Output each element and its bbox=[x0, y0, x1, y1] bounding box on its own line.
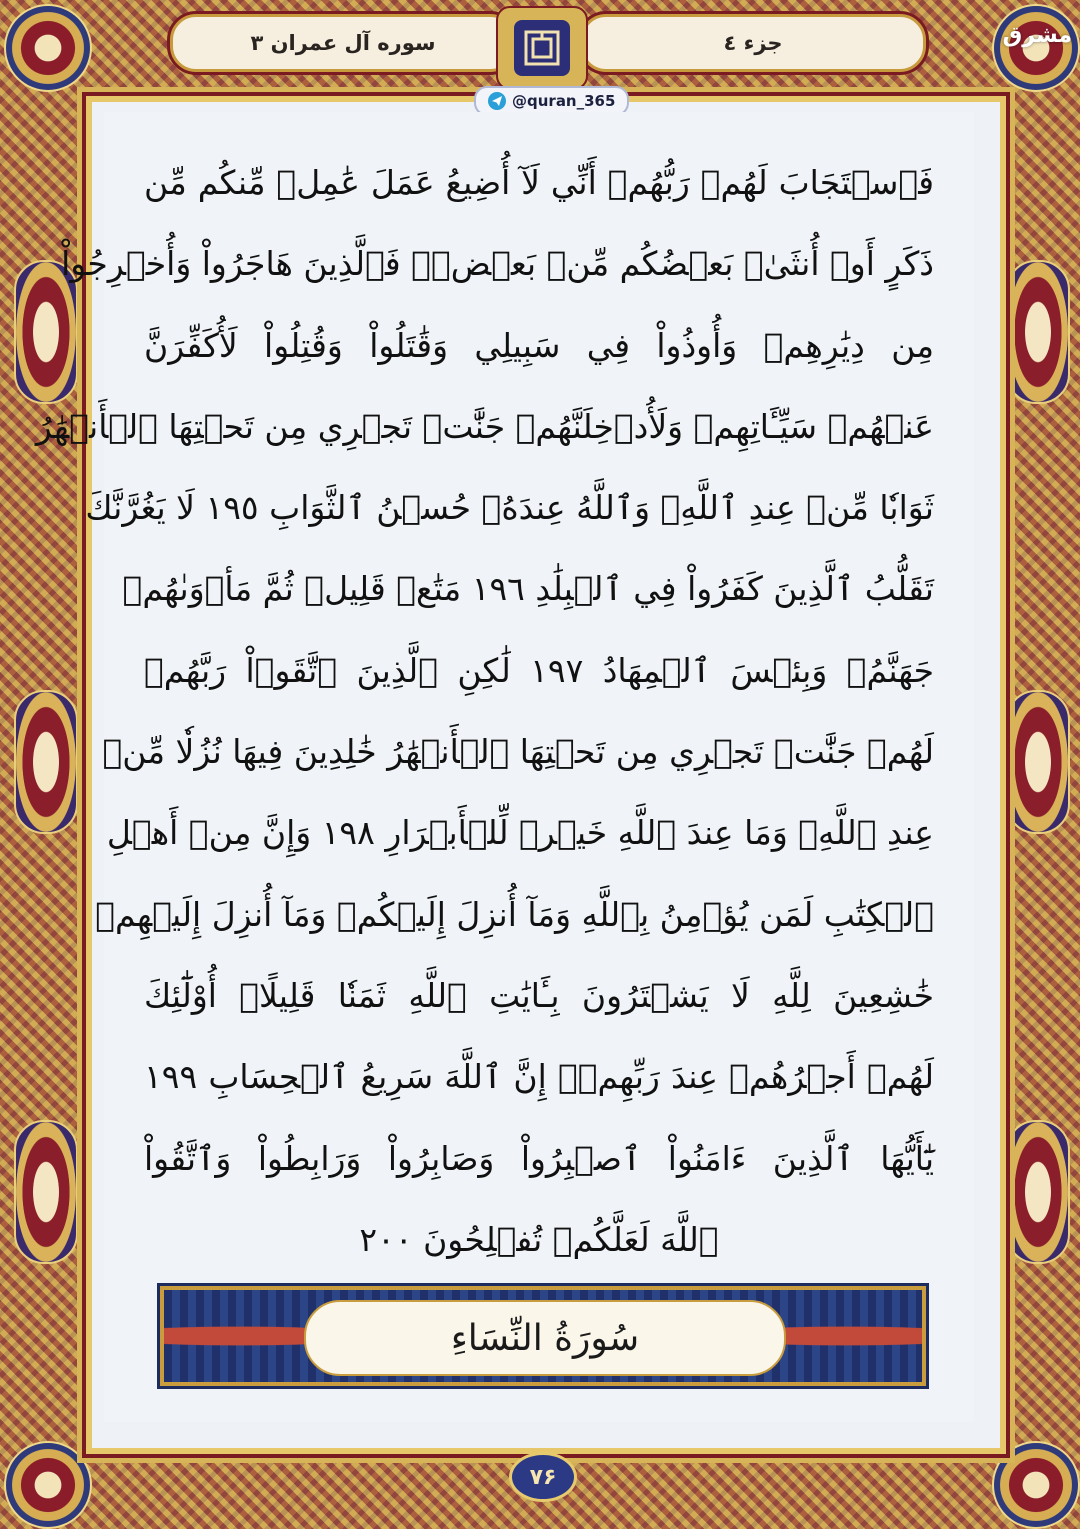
side-medallion bbox=[1006, 260, 1070, 404]
verse-line: عَنۡهُمۡ سَيِّـَٔاتِهِمۡ وَلَأُدۡخِلَنَّهُمۡ جَنَّٰتٖ تَجۡرِي مِن تَحۡتِهَا ٱلۡأَنۡهَٰرُ bbox=[35, 406, 934, 446]
kufic-emblem-icon bbox=[496, 6, 588, 90]
verse-line: ذَكَرٍ أَوۡ أُنثَىٰۖ بَعۡضُكُم مِّنۢ بَعۡضٖۖ فَٱلَّذِينَ هَاجَرُواْ وَأُخۡرِجُواْ bbox=[61, 244, 934, 284]
verse-line: عِندِ ٱللَّهِۗ وَمَا عِندَ ٱللَّهِ خَيۡرٞ لِّلۡأَبۡرَارِ ١٩٨ وَإِنَّ مِنۡ أَهۡلِ bbox=[106, 813, 934, 853]
side-medallion bbox=[1006, 690, 1070, 834]
verse-line: يَٰٓأَيُّهَا ٱلَّذِينَ ءَامَنُواْ ٱصۡبِرُواْ وَصَابِرُواْ وَرَابِطُواْ وَٱتَّقُواْ bbox=[144, 1138, 934, 1178]
verse-block bbox=[35, 142, 934, 1280]
verse-line: جَهَنَّمُۖ وَبِئۡسَ ٱلۡمِهَادُ ١٩٧ لَٰكِنِ ٱلَّذِينَ ٱتَّقَوۡاْ رَبَّهُمۡ bbox=[144, 650, 934, 690]
side-medallion bbox=[1006, 1120, 1070, 1264]
surah-header-label: سوره آل عمران ۳ bbox=[170, 14, 516, 72]
verse-line: خَٰشِعِينَ لِلَّهِ لَا يَشۡتَرُونَ بِـَٔايَٰتِ ٱللَّهِ ثَمَنٗا قَلِيلًاۚ أُوْلَٰٓئِكَ bbox=[144, 975, 934, 1015]
verse-line: تَقَلُّبُ ٱلَّذِينَ كَفَرُواْ فِي ٱلۡبِلَٰدِ ١٩٦ مَتَٰعٞ قَلِيلٞ ثُمَّ مَأۡوَىٰهُمۡ bbox=[122, 569, 934, 609]
verse-line: لَهُمۡ جَنَّٰتٞ تَجۡرِي مِن تَحۡتِهَا ٱلۡأَنۡهَٰرُ خَٰلِدِينَ فِيهَا نُزُلٗا مِّنۡ bbox=[102, 732, 934, 772]
handle-text: @quran_365 bbox=[512, 92, 616, 110]
surah-title: سُورَةُ النِّسَاءِ bbox=[304, 1300, 786, 1376]
watermark-logo: مشرق bbox=[1002, 23, 1072, 48]
corner-medallion-top-left bbox=[4, 4, 92, 92]
verse-line: ٱلۡكِتَٰبِ لَمَن يُؤۡمِنُ بِٱللَّهِ وَمَآ أُنزِلَ إِلَيۡكُمۡ وَمَآ أُنزِلَ إِلَيۡهِمۡ bbox=[95, 894, 934, 934]
page-number: ۷۶ bbox=[509, 1452, 577, 1502]
side-medallion bbox=[14, 690, 78, 834]
verse-line: ٱللَّهَ لَعَلَّكُمۡ تُفۡلِحُونَ ٢٠٠ bbox=[359, 1219, 719, 1259]
verse-line: لَهُمۡ أَجۡرُهُمۡ عِندَ رَبِّهِمۡۗ إِنَّ ٱللَّهَ سَرِيعُ ٱلۡحِسَابِ ١٩٩ bbox=[144, 1057, 934, 1097]
corner-medallion-bottom-left bbox=[4, 1441, 92, 1529]
telegram-icon bbox=[488, 92, 506, 110]
juz-header-label: جزء ٤ bbox=[580, 14, 926, 72]
corner-medallion-bottom-right bbox=[992, 1441, 1080, 1529]
side-medallion bbox=[14, 1120, 78, 1264]
surah-banner bbox=[160, 1286, 926, 1386]
verse-line: ثَوَابٗا مِّنۡ عِندِ ٱللَّهِۚ وَٱللَّهُ عِندَهُۥ حُسۡنُ ٱلثَّوَابِ ١٩٥ لَا يَغُرَّنَّكَ bbox=[85, 488, 934, 528]
quran-page bbox=[35, 112, 974, 1422]
verse-line: فَٱسۡتَجَابَ لَهُمۡ رَبُّهُمۡ أَنِّي لَآ أُضِيعُ عَمَلَ عَٰمِلٖ مِّنكُم مِّن bbox=[144, 163, 934, 202]
verse-line: مِن دِيَٰرِهِمۡ وَأُوذُواْ فِي سَبِيلِي وَقَٰتَلُواْ وَقُتِلُواْ لَأُكَفِّرَنَّ bbox=[144, 325, 934, 365]
